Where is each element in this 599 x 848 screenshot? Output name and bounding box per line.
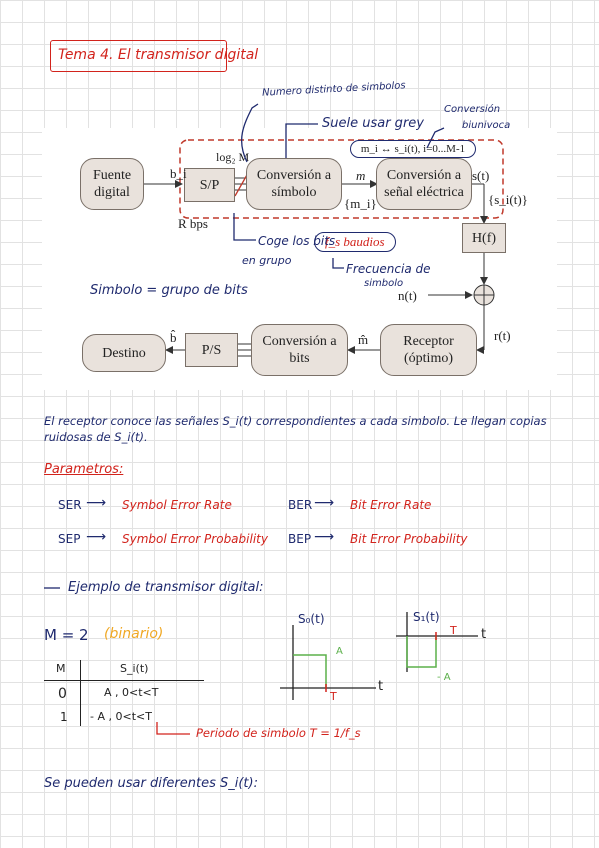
label-rt: r(t) (494, 328, 511, 343)
note-conversion-2: biunivoca (462, 120, 511, 131)
label-mhat: m̂ (358, 332, 369, 347)
graph1-title: S₀(t) (298, 612, 325, 626)
graph2-t-axis: t (481, 627, 487, 642)
receptor-text-line2: ruidosas de S_i(t). (44, 430, 148, 444)
note-frecuencia-1: Frecuencia de (346, 262, 431, 276)
label-si: {s_i(t)} (488, 192, 528, 207)
destino-block: Destino (82, 334, 166, 372)
bep-label: BEP (288, 532, 312, 546)
fs-baudios-label: f_s baudios (314, 232, 396, 252)
ber-arrow: ⟶ (314, 495, 335, 511)
label-st: s(t) (472, 168, 490, 183)
label-nt: n(t) (398, 288, 417, 303)
bep-arrow: ⟶ (314, 529, 335, 545)
fuente-digital-block: Fuente digital (80, 158, 144, 210)
table-header-m: M (56, 662, 66, 675)
note-coge-1: Coge los bits (258, 234, 336, 248)
ber-full: Bit Error Rate (350, 498, 432, 512)
table-row-1-m: 1 (60, 710, 68, 724)
receptor-block: Receptor (óptimo) (380, 324, 477, 376)
note-conversion-1: Conversión (444, 104, 501, 115)
ps-block: P/S (185, 333, 238, 367)
graph1-a-label: A (336, 646, 343, 657)
conversion-bits-block: Conversión a bits (251, 324, 348, 376)
label-mi: {m_i} (344, 196, 377, 211)
page-title: Tema 4. El transmisor digital (58, 47, 259, 63)
label-bi: b_i (170, 166, 187, 181)
table-row-0-m: 0 (58, 686, 67, 702)
note-suele: Suele usar grey (322, 116, 424, 131)
receptor-text-line1: El receptor conoce las señales S_i(t) correspondientes a cada simbolo. Le llegan copias (44, 414, 547, 428)
graph1-t-label: T (330, 690, 337, 703)
ser-full: Symbol Error Rate (122, 498, 232, 512)
graph2-t-label: T (450, 624, 457, 637)
mapping-label: m_i ↔ s_i(t), i=0...M-1 (350, 140, 476, 158)
graph2-a-label: - A (437, 672, 451, 683)
sep-arrow: ⟶ (86, 529, 107, 545)
note-coge-2: en grupo (242, 254, 292, 267)
m2-label: M = 2 (44, 626, 89, 644)
ser-arrow: ⟶ (86, 495, 107, 511)
bep-full: Bit Error Probability (350, 532, 468, 546)
ber-label: BER (288, 498, 313, 512)
hf-block: H(f) (462, 223, 506, 253)
graph1-t-axis: t (378, 679, 384, 694)
note-numero: Numero distinto de simbolos (261, 80, 406, 99)
ejemplo-heading: Ejemplo de transmisor digital: (68, 580, 264, 595)
label-log2m: log₂ M (216, 150, 250, 164)
binario-label: (binario) (104, 626, 164, 642)
note-frecuencia-2: simbolo (364, 278, 404, 289)
label-bhat: b̂ (170, 330, 177, 345)
conversion-simbolo-block: Conversión a símbolo (246, 158, 342, 210)
label-m: m (356, 168, 366, 183)
graph2-title: S₁(t) (413, 610, 440, 624)
simbolo-definition: Simbolo = grupo de bits (90, 283, 248, 298)
sep-label: SEP (58, 532, 81, 546)
conversion-senal-block: Conversión a señal eléctrica (376, 158, 472, 210)
label-r-bps: R bps (178, 216, 208, 231)
sep-full: Symbol Error Probability (122, 532, 268, 546)
table-row-1-s: - A , 0<t<T (90, 710, 152, 723)
sp-block: S/P (184, 168, 235, 202)
periodo-note: Periodo de simbolo T = 1/f_s (196, 726, 361, 740)
final-text: Se pueden usar diferentes S_i(t): (44, 776, 258, 791)
table-row-0-s: A , 0<t<T (104, 686, 159, 699)
ser-label: SER (58, 498, 82, 512)
table-header-s: S_i(t) (120, 662, 149, 675)
parametros-heading: Parametros: (44, 462, 124, 477)
